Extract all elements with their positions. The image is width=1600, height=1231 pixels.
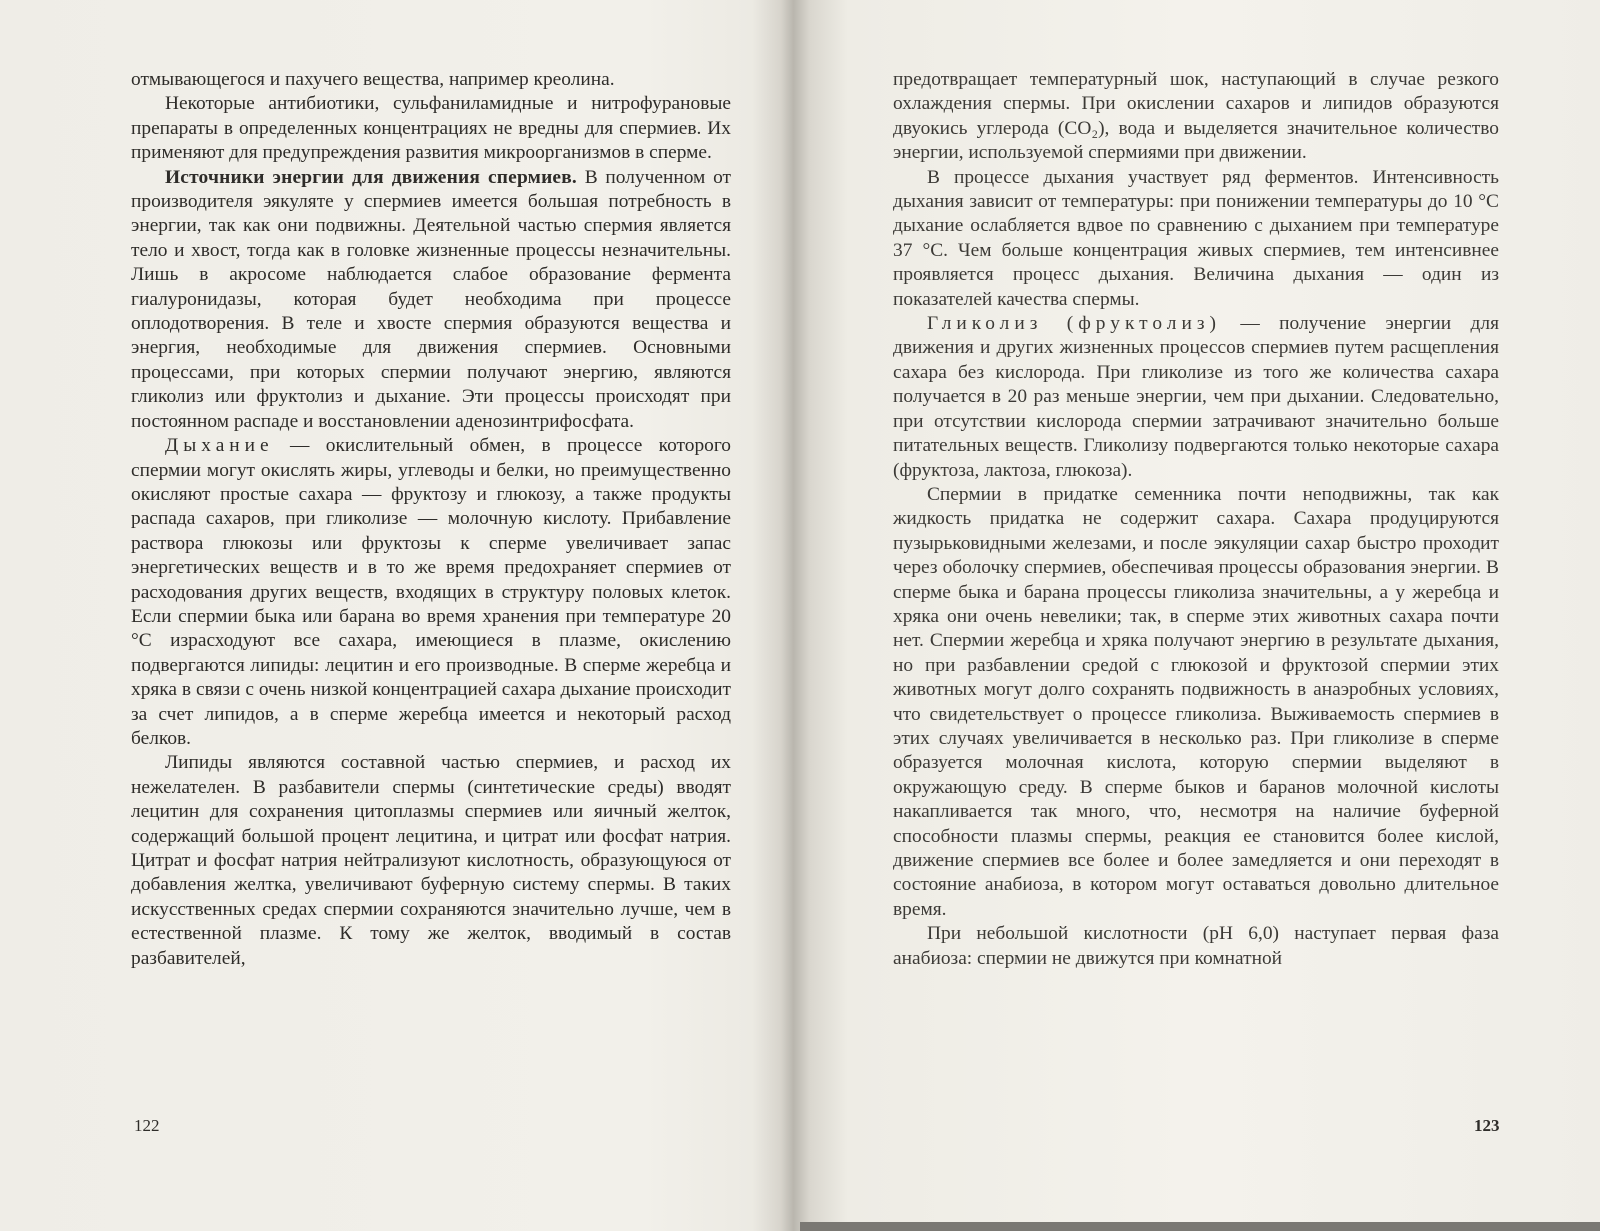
right-page-text — [893, 68, 1499, 971]
paragraph: Источники энергии для движения спермиев. В полученном от производителя эякуляте у спермиев имеется большая потребность в энергии, так как они подвижны. Деятельной частью спермия является тело и хвост, тогда как в головке жизненные процессы незначительны. Лишь в акросоме наблюдается слабое образование фермента гиалуронидазы, которая будет необходима при процессе оплодотворения. В теле и хвосте спермия образуются вещества и энергия, необходимые для движения спермиев. Основными процессами, при которых спермии получают энергию, являются гликолиз или фруктолиз и дыхание. Эти процессы происходят при постоянном распаде и восстановлении аденозинтрифосфата. — [131, 166, 731, 432]
page-number-left: 122 — [134, 1116, 160, 1135]
paragraph: предотвращает температурный шок, наступающий в случае резкого охлаждения спермы. При окислении сахаров и липидов образуются двуокись углерода (CO₂), вода и выделяется значительное количество энергии, используемой спермиями при движении. — [893, 69, 1499, 164]
paragraph: Некоторые антибиотики, сульфаниламидные и нитрофурановые препараты в определенных концентрациях не вредны для спермиев. Их применяют для предупреждения развития микроорганизмов в сперме. — [131, 93, 731, 164]
term-heading: Гликолиз (фруктолиз) — [927, 313, 1221, 335]
term-heading: Дыхание — [165, 435, 274, 457]
paragraph: Дыхание — окислительный обмен, в процессе которого спермии могут окислять жиры, углеводы и белки, но преимущественно окисляют простые сахара — фруктозу и глюкозу, а также продукты распада сахаров, при гликолизе — молочную кислоту. Прибавление раствора глюкозы или фруктозы к сперме увеличивает запас энергетических веществ и в то же время предохраняет спермиев от расходования других веществ, входящих в структуру половых клеток. Если спермии быка или барана во время хранения при температуре 20 °С израсходуют все сахара, имеющиеся в плазме, окислению подвергаются липиды: лецитин и его производные. В сперме жеребца и хряка в связи с очень низкой концентрацией сахара дыхание происходит за счет липидов, а в сперме жеребца имеется и некоторый расход белков. — [131, 435, 731, 749]
page-number-right: 123 — [1474, 1116, 1500, 1135]
paragraph: Липиды являются составной частью спермиев, и расход их нежелателен. В разбавители спермы (синтетические среды) вводят лецитин для сохранения цитоплазмы спермиев или яичный желток, содержащий большой процент лецитина, и цитрат или фосфат натрия. Цитрат и фосфат натрия нейтрализуют кислотность, образующуюся от добавления желтка, увеличивают буферную систему спермы. В таких искусственных средах спермии сохраняются значительно лучше, чем в естественной плазме. К тому же желток, вводимый в состав разбавителей, — [131, 752, 731, 969]
paragraph: Спермии в придатке семенника почти неподвижны, так как жидкость придатка не содержит сахара. Сахара продуцируются пузырьковидными железами, и после эякуляции сахар быстро проходит через оболочку спермиев, обеспечивая процессы образования энергии. В сперме быка и барана процессы гликолиза значительны, а у жеребца и хряка они очень невелики; так, в сперме этих животных сахара почти нет. Спермии жеребца и хряка получают энергию в результате дыхания, но при разбавлении средой с глюкозой и фруктозой спермии этих животных могут долго сохранять подвижность в анаэробных условиях, что свидетельствует о процессе гликолиза. Выживаемость спермиев в этих случаях увеличивается в несколько раз. При гликолизе в сперме образуется молочная кислота, которую спермии выделяют в окружающую среду. В сперме быков и баранов молочной кислоты накапливается так много, что, несмотря на наличие буферной способности плазмы спермы, реакция ее становится более кислой, движение спермиев все более и более замедляется и они переходят в состояние анабиоза, в котором могут оставаться довольно длительное время. — [893, 483, 1499, 920]
left-page-text — [131, 68, 731, 971]
page-edge-shadow — [800, 1222, 1600, 1231]
paragraph: Гликолиз (фруктолиз) — получение энергии для движения и других жизненных процессов спермиев путем расщепления сахара без кислорода. При гликолизе из того же количества сахара получается в 20 раз меньше энергии, чем при дыхании. Следовательно, при отсутствии кислорода спермии затрачивают значительно больше питательных веществ. Гликолизу подвергаются только некоторые сахара (фруктоза, лактоза, глюкоза). — [893, 313, 1500, 481]
paragraph: При небольшой кислотности (pH 6,0) наступает первая фаза анабиоза: спермии не движутся при комнатной — [893, 923, 1499, 969]
paragraph: отмывающегося и пахучего вещества, например креолина. — [131, 69, 615, 90]
section-heading: Источники энергии для движения спермиев. — [165, 166, 577, 188]
paragraph: В процессе дыхания участвует ряд ферментов. Интенсивность дыхания зависит от температуры: при понижении температуры до 10 °С дыхание ослабляется вдвое по сравнению с дыханием при температуре 37 °С. Чем больше концентрация живых спермиев, тем интенсивнее проявляется процесс дыхания. Величина дыхания — один из показателей качества спермы. — [893, 166, 1499, 310]
